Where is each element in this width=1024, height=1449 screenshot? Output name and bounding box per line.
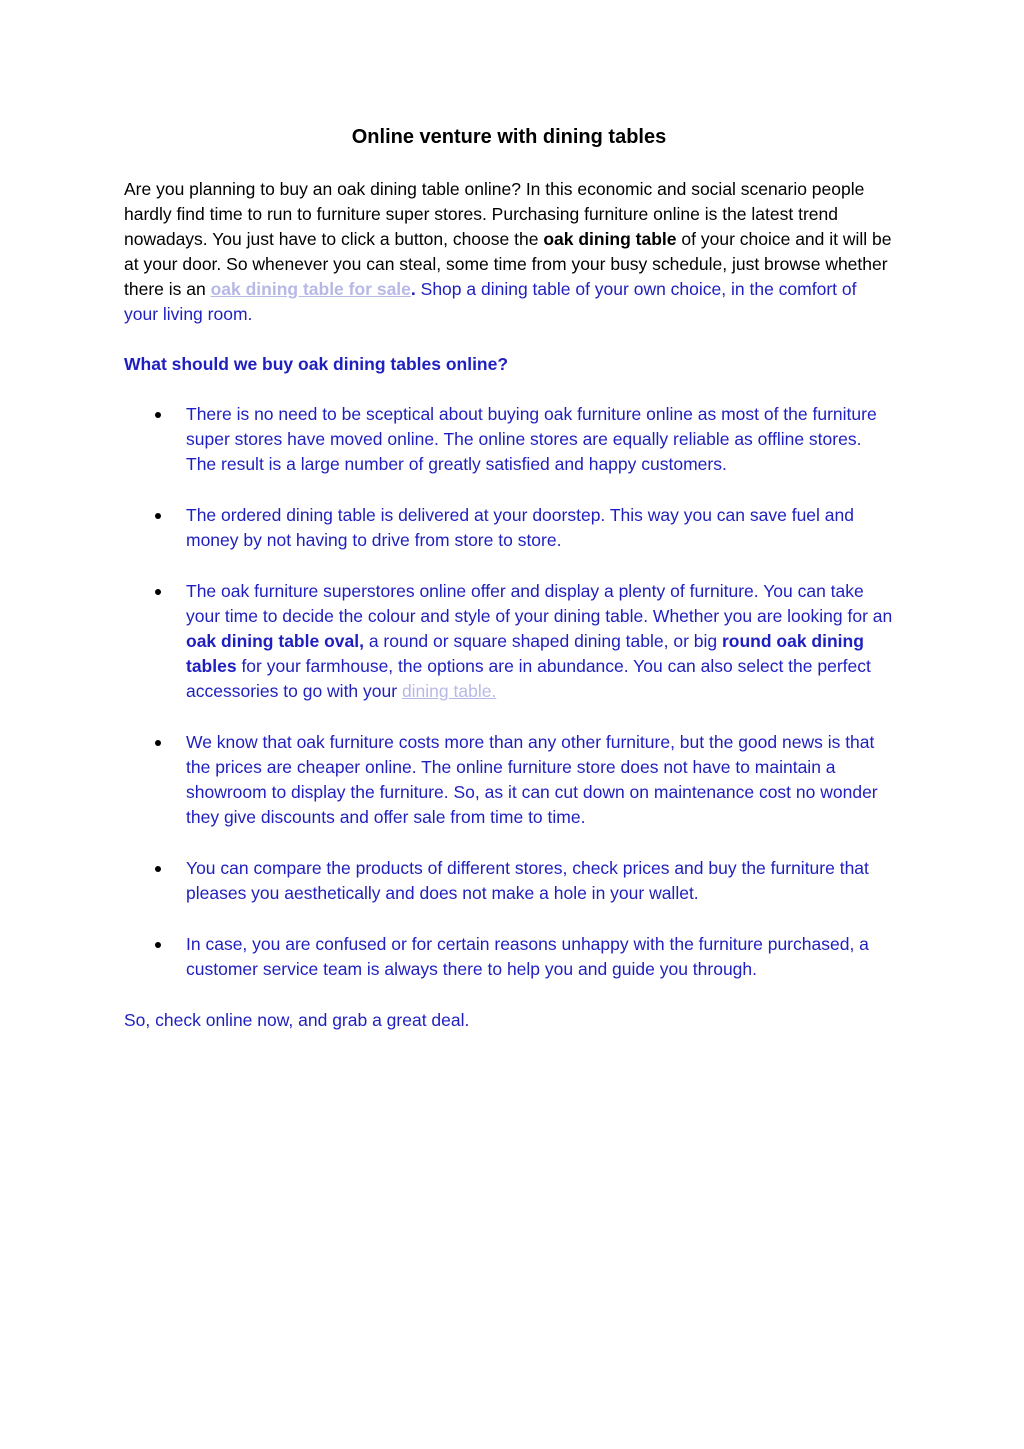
intro-paragraph [124, 177, 894, 327]
intro-bold-oak-dining-table: oak dining table [543, 229, 677, 249]
bullet-icon [155, 942, 161, 948]
list-item-text-a: The oak furniture superstores online offer and display a plenty of furniture. You can take your time to decide the colour and style of your dining table. Whether you are looking for an [186, 581, 893, 626]
bold-oak-dining-table-oval: oak dining table oval, [186, 631, 364, 651]
intro-text-2: of your choice and it will be at your door. So whenever you can steal, some time from your busy schedule, just browse whether there is an [124, 229, 892, 299]
list-item [124, 730, 894, 830]
document-title: Online venture with dining tables [351, 126, 667, 148]
bullet-icon [155, 589, 161, 595]
list-item-text: We know that oak furniture costs more than any other furniture, but the good news is that the prices are cheaper online. The online furniture store does not have to maintain a showroom to display the furniture. So, as it can cut down on maintenance cost no wonder they give discounts and offer sale from time to time. [186, 732, 878, 827]
bullet-list [124, 402, 894, 982]
bullet-icon [155, 866, 161, 872]
intro-text-1: Are you planning to buy an oak dining table online? In this economic and social scenario people hardly find time to run to furniture super stores. Purchasing furniture online is the latest trend nowadays. You just have to click a button, choose the [124, 179, 865, 249]
list-item-text-c: for your farmhouse, the options are in abundance. You can also select the perfect accessories to go with your [186, 656, 871, 701]
bullet-icon [155, 740, 161, 746]
bullet-icon [155, 513, 161, 519]
closing-paragraph: So, check online now, and grab a great deal. [124, 1010, 470, 1030]
list-item-text: The ordered dining table is delivered at your doorstep. This way you can save fuel and money by not having to drive from store to store. [186, 505, 854, 550]
list-item [124, 503, 894, 553]
list-item [124, 932, 894, 982]
section-heading: What should we buy oak dining tables online? [124, 354, 509, 374]
intro-bold-dot: . [410, 279, 416, 299]
bold-round-oak-dining-tables: round oak dining tables [186, 631, 864, 676]
list-item [124, 402, 894, 477]
list-item-text-b: a round or square shaped dining table, or big [363, 631, 722, 651]
oak-dining-table-for-sale-link[interactable]: oak dining table for sale [210, 279, 411, 299]
list-item [124, 856, 894, 906]
document-page [124, 124, 894, 1033]
list-item-text: You can compare the products of different stores, check prices and buy the furniture that pleases you aesthetically and does not make a hole in your wallet. [186, 858, 869, 903]
intro-text-3: Shop a dining table of your own choice, in the comfort of your living room. [124, 279, 857, 324]
list-item-text: There is no need to be sceptical about buying oak furniture online as most of the furniture super stores have moved online. The online stores are equally reliable as offline stores. The result is a large number of greatly satisfied and happy customers. [186, 404, 877, 474]
dining-table-link[interactable]: dining table. [401, 681, 497, 701]
bullet-icon [155, 412, 161, 418]
list-item [124, 579, 894, 704]
list-item-text: In case, you are confused or for certain reasons unhappy with the furniture purchased, a customer service team is always there to help you and guide you through. [186, 934, 869, 979]
